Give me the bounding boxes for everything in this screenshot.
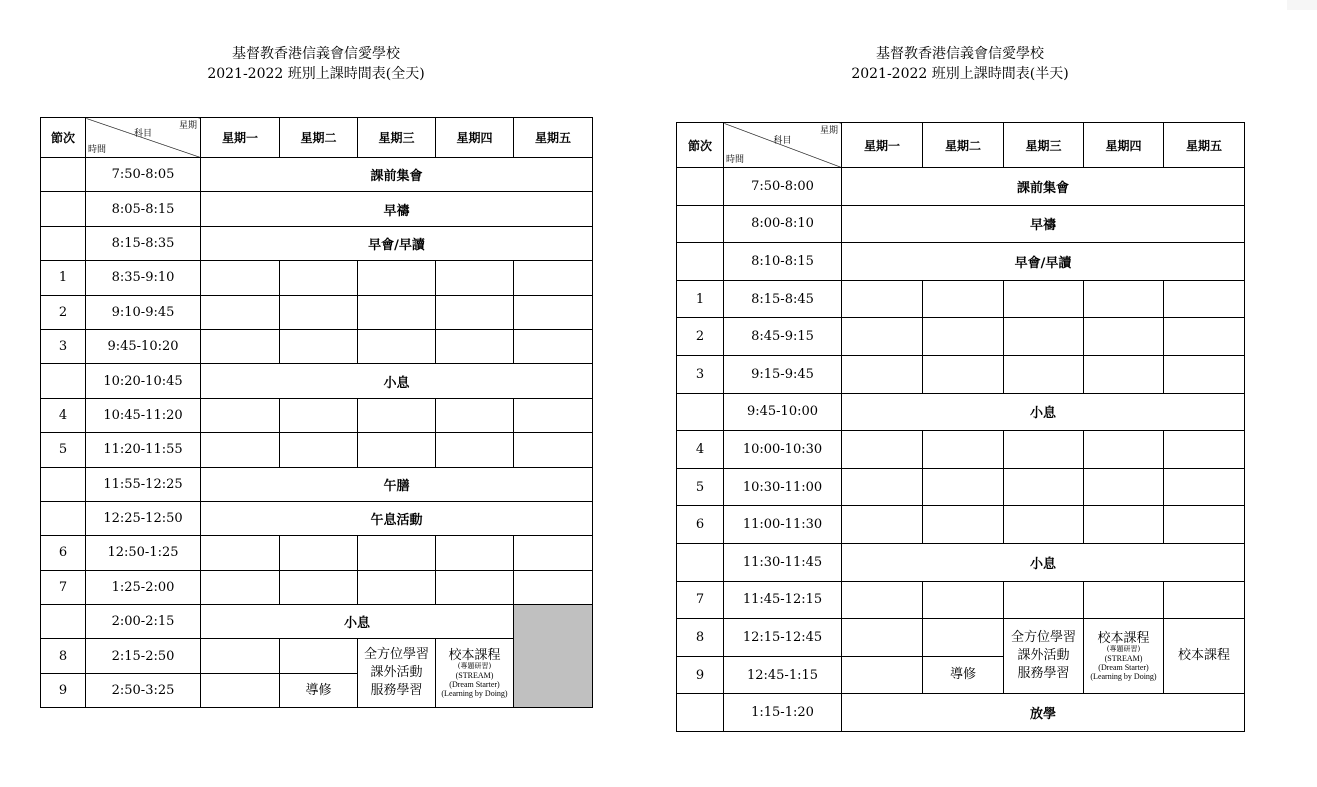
class-cell <box>514 295 593 329</box>
table-row <box>677 619 1245 657</box>
day-header-wed: 星期三 <box>1004 123 1084 168</box>
period-cell: 5 <box>41 433 86 467</box>
wed-activity-cell <box>358 639 436 708</box>
wed-activity-cell <box>1004 619 1084 694</box>
time-cell: 7:50-8:00 <box>724 168 842 206</box>
class-cell <box>201 536 280 570</box>
period-cell: 8 <box>41 639 86 673</box>
class-cell <box>842 355 923 393</box>
class-cell <box>923 355 1004 393</box>
class-cell <box>514 536 593 570</box>
header-row <box>41 118 593 158</box>
table-row <box>677 205 1245 243</box>
class-cell <box>436 433 514 467</box>
time-cell: 8:05-8:15 <box>86 192 201 226</box>
class-cell <box>923 506 1004 544</box>
time-cell: 8:15-8:35 <box>86 226 201 260</box>
merged-activity-cell: 早會/早讀 <box>842 243 1245 281</box>
class-cell <box>201 673 280 707</box>
time-cell: 12:50-1:25 <box>86 536 201 570</box>
activity-line: 課外活動 <box>370 665 423 681</box>
class-cell <box>201 261 280 295</box>
table-row <box>41 158 593 192</box>
merged-activity-cell: 小息 <box>842 393 1245 431</box>
period-cell: 1 <box>677 280 724 318</box>
class-cell <box>280 261 358 295</box>
class-cell <box>923 468 1004 506</box>
left-title <box>40 44 592 84</box>
class-cell <box>1004 318 1084 356</box>
period-cell <box>41 192 86 226</box>
time-label: 時間 <box>726 155 745 165</box>
class-cell <box>201 433 280 467</box>
merged-activity-cell: 午膳 <box>201 467 593 501</box>
merged-activity-cell: 早禱 <box>842 205 1245 243</box>
class-cell <box>280 570 358 604</box>
class-cell <box>923 619 1004 657</box>
time-cell: 8:10-8:15 <box>724 243 842 281</box>
class-cell <box>280 295 358 329</box>
table-row <box>677 694 1245 732</box>
class-cell <box>1084 431 1164 469</box>
class-cell <box>842 619 923 657</box>
period-cell <box>41 364 86 398</box>
blocked-cell <box>514 605 593 708</box>
activity-line: 服務學習 <box>370 683 423 699</box>
time-cell: 2:50-3:25 <box>86 673 201 707</box>
class-cell <box>436 570 514 604</box>
subject-label: 科目 <box>773 136 792 147</box>
activity-line: 課外活動 <box>1017 648 1070 664</box>
time-cell: 9:15-9:45 <box>724 355 842 393</box>
merged-activity-cell: 早禱 <box>201 192 593 226</box>
class-cell <box>842 506 923 544</box>
table-row <box>677 468 1245 506</box>
class-cell <box>1084 318 1164 356</box>
header-row <box>677 123 1245 168</box>
table-row <box>41 329 593 363</box>
time-cell: 12:15-12:45 <box>724 619 842 657</box>
table-row <box>41 467 593 501</box>
period-cell: 6 <box>677 506 724 544</box>
class-cell <box>1164 318 1245 356</box>
school-course-line: (專題研習) <box>1106 644 1141 653</box>
period-cell: 8 <box>677 619 724 657</box>
table-row <box>677 581 1245 619</box>
table-row <box>677 506 1245 544</box>
merged-activity-cell: 小息 <box>842 543 1245 581</box>
time-cell: 2:15-2:50 <box>86 639 201 673</box>
table-row <box>41 398 593 432</box>
period-cell <box>677 243 724 281</box>
table-row <box>41 364 593 398</box>
time-cell: 11:30-11:45 <box>724 543 842 581</box>
class-cell <box>1004 581 1084 619</box>
merged-activity-cell: 放學 <box>842 694 1245 732</box>
time-cell: 9:45-10:00 <box>724 393 842 431</box>
table-row <box>41 192 593 226</box>
period-cell <box>41 501 86 535</box>
class-cell <box>1004 431 1084 469</box>
class-cell <box>201 398 280 432</box>
school-course-line: 校本課程 <box>448 647 501 663</box>
left-title-timetable: 2021-2022 班別上課時間表(全天) <box>207 66 425 82</box>
class-cell <box>514 570 593 604</box>
time-cell: 11:00-11:30 <box>724 506 842 544</box>
table-row <box>677 280 1245 318</box>
time-cell: 10:30-11:00 <box>724 468 842 506</box>
table-row <box>41 501 593 535</box>
class-cell <box>842 318 923 356</box>
right-title-school: 基督教香港信義會信愛學校 <box>876 46 1044 62</box>
class-cell <box>1004 355 1084 393</box>
class-cell <box>923 318 1004 356</box>
class-cell <box>842 656 923 694</box>
period-cell <box>41 158 86 192</box>
class-cell <box>923 431 1004 469</box>
class-cell <box>280 639 358 673</box>
table-row <box>677 543 1245 581</box>
time-cell: 1:25-2:00 <box>86 570 201 604</box>
class-cell <box>1004 506 1084 544</box>
time-cell: 2:00-2:15 <box>86 605 201 639</box>
class-cell <box>923 280 1004 318</box>
right-title <box>676 44 1244 84</box>
day-header-tue: 星期二 <box>923 123 1004 168</box>
period-cell: 9 <box>41 673 86 707</box>
class-cell <box>1084 280 1164 318</box>
table-row <box>41 226 593 260</box>
class-cell <box>1164 581 1245 619</box>
class-cell <box>436 536 514 570</box>
class-cell <box>514 261 593 295</box>
day-header-tue: 星期二 <box>280 118 358 158</box>
class-cell <box>923 581 1004 619</box>
time-cell: 1:15-1:20 <box>724 694 842 732</box>
merged-activity-cell: 課前集會 <box>842 168 1245 206</box>
merged-activity-cell: 小息 <box>201 605 514 639</box>
school-course-line: 校本課程 <box>1097 630 1150 646</box>
class-cell <box>358 536 436 570</box>
time-cell: 10:45-11:20 <box>86 398 201 432</box>
school-course-line: (Dream Starter) <box>449 679 500 689</box>
time-cell: 10:20-10:45 <box>86 364 201 398</box>
class-cell <box>358 295 436 329</box>
right-title-timetable: 2021-2022 班別上課時間表(半天) <box>851 66 1069 82</box>
class-cell <box>1084 506 1164 544</box>
merged-activity-cell: 小息 <box>201 364 593 398</box>
class-cell <box>1164 431 1245 469</box>
table-row <box>677 393 1245 431</box>
period-cell <box>677 694 724 732</box>
period-cell: 1 <box>41 261 86 295</box>
school-course-line: (Learning by Doing) <box>441 688 508 698</box>
day-header-mon: 星期一 <box>201 118 280 158</box>
time-cell: 10:00-10:30 <box>724 431 842 469</box>
activity-line: 全方位學習 <box>1010 630 1076 646</box>
class-cell <box>280 329 358 363</box>
school-course-line: (STREAM) <box>1104 653 1143 663</box>
time-cell: 8:35-9:10 <box>86 261 201 295</box>
class-cell <box>1084 355 1164 393</box>
corner-shade <box>1287 0 1317 10</box>
class-cell <box>436 261 514 295</box>
class-cell <box>358 329 436 363</box>
day-header-thu: 星期四 <box>436 118 514 158</box>
table-row <box>41 295 593 329</box>
time-cell: 8:00-8:10 <box>724 205 842 243</box>
class-cell <box>280 398 358 432</box>
school-course-line: (Dream Starter) <box>1098 662 1149 672</box>
class-cell <box>1164 506 1245 544</box>
class-cell <box>1164 355 1245 393</box>
period-cell: 5 <box>677 468 724 506</box>
activity-line: 全方位學習 <box>363 647 429 663</box>
table-row <box>41 261 593 295</box>
class-cell <box>1164 468 1245 506</box>
time-cell: 11:20-11:55 <box>86 433 201 467</box>
school-course-line: (STREAM) <box>455 670 494 680</box>
class-cell <box>201 639 280 673</box>
table-row <box>677 243 1245 281</box>
table-row <box>677 431 1245 469</box>
class-cell <box>842 431 923 469</box>
period-cell: 2 <box>41 295 86 329</box>
week-label: 星期 <box>819 126 838 136</box>
class-cell <box>514 398 593 432</box>
table-row <box>41 536 593 570</box>
table-row <box>41 433 593 467</box>
period-cell: 7 <box>41 570 86 604</box>
class-cell <box>842 468 923 506</box>
class-cell <box>436 329 514 363</box>
right-timetable <box>676 122 1245 732</box>
period-cell: 4 <box>677 431 724 469</box>
merged-activity-cell: 午息活動 <box>201 501 593 535</box>
left-timetable <box>40 117 593 708</box>
time-cell: 8:45-9:15 <box>724 318 842 356</box>
time-cell: 7:50-8:05 <box>86 158 201 192</box>
table-row <box>677 355 1245 393</box>
day-header-fri: 星期五 <box>514 118 593 158</box>
diagonal-header <box>724 123 842 168</box>
time-cell: 9:10-9:45 <box>86 295 201 329</box>
school-course-cell <box>436 639 514 708</box>
class-cell <box>1004 280 1084 318</box>
left-title-school: 基督教香港信義會信愛學校 <box>232 46 400 62</box>
period-cell: 3 <box>677 355 724 393</box>
time-cell: 11:55-12:25 <box>86 467 201 501</box>
period-cell <box>677 168 724 206</box>
period-cell: 2 <box>677 318 724 356</box>
period-header: 節次 <box>677 123 724 168</box>
class-cell <box>358 398 436 432</box>
class-cell <box>358 570 436 604</box>
table-row <box>677 168 1245 206</box>
time-label: 時間 <box>88 145 107 155</box>
period-cell <box>41 605 86 639</box>
table-row <box>41 570 593 604</box>
class-cell <box>436 295 514 329</box>
class-cell <box>1004 468 1084 506</box>
class-cell <box>436 398 514 432</box>
period-cell: 9 <box>677 656 724 694</box>
week-label: 星期 <box>178 121 197 131</box>
time-cell: 9:45-10:20 <box>86 329 201 363</box>
subject-label: 科目 <box>133 129 153 140</box>
period-cell: 6 <box>41 536 86 570</box>
class-cell <box>514 433 593 467</box>
class-cell <box>358 261 436 295</box>
class-cell <box>842 280 923 318</box>
time-cell: 12:45-1:15 <box>724 656 842 694</box>
class-cell <box>514 329 593 363</box>
time-cell: 8:15-8:45 <box>724 280 842 318</box>
class-cell <box>1164 280 1245 318</box>
class-cell <box>842 581 923 619</box>
period-cell: 4 <box>41 398 86 432</box>
class-cell <box>201 295 280 329</box>
tutorial-cell: 導修 <box>280 673 358 707</box>
day-header-thu: 星期四 <box>1084 123 1164 168</box>
table-row <box>41 639 593 673</box>
period-cell <box>677 393 724 431</box>
period-cell <box>677 543 724 581</box>
merged-activity-cell: 早會/早讀 <box>201 226 593 260</box>
tutorial-cell: 導修 <box>923 656 1004 694</box>
table-row <box>677 318 1245 356</box>
time-cell: 11:45-12:15 <box>724 581 842 619</box>
period-cell <box>41 226 86 260</box>
class-cell <box>1084 581 1164 619</box>
time-cell: 12:25-12:50 <box>86 501 201 535</box>
school-course-line: (Learning by Doing) <box>1090 671 1157 681</box>
class-cell <box>201 570 280 604</box>
school-course-line: (專題研習) <box>457 661 492 670</box>
diagonal-header <box>86 118 201 158</box>
day-header-fri: 星期五 <box>1164 123 1245 168</box>
class-cell <box>358 433 436 467</box>
school-course-cell <box>1084 619 1164 694</box>
activity-line: 服務學習 <box>1017 666 1070 682</box>
period-cell: 3 <box>41 329 86 363</box>
class-cell <box>1084 468 1164 506</box>
class-cell <box>201 329 280 363</box>
merged-activity-cell: 課前集會 <box>201 158 593 192</box>
class-cell <box>280 536 358 570</box>
period-cell: 7 <box>677 581 724 619</box>
period-cell <box>41 467 86 501</box>
fri-school-course-cell: 校本課程 <box>1164 619 1245 694</box>
day-header-wed: 星期三 <box>358 118 436 158</box>
period-cell <box>677 205 724 243</box>
class-cell <box>280 433 358 467</box>
day-header-mon: 星期一 <box>842 123 923 168</box>
table-row <box>41 605 593 639</box>
period-header: 節次 <box>41 118 86 158</box>
